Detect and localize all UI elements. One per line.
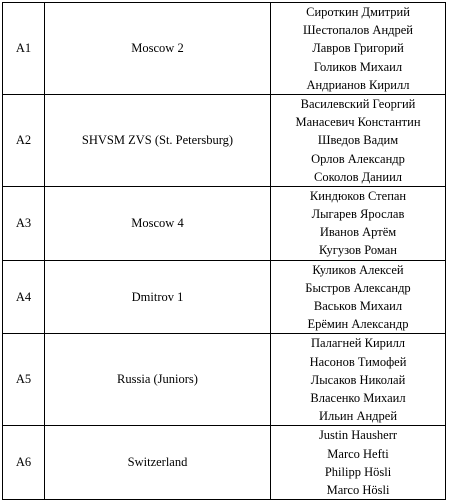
player-name: Власенко Михаил xyxy=(310,390,406,405)
player-name: Marco Hösli xyxy=(326,482,390,497)
group-code: A1 xyxy=(3,3,45,95)
player-name: Палагней Кирилл xyxy=(310,336,406,351)
table-row xyxy=(3,94,446,186)
player-list xyxy=(271,334,446,426)
roster-body xyxy=(3,3,446,500)
player-name: Куликов Алексей xyxy=(312,262,404,277)
player-name: Быстров Александр xyxy=(305,280,411,295)
player-name: Киндюков Степан xyxy=(309,188,407,203)
group-code: A6 xyxy=(3,426,45,500)
player-name: Иванов Артём xyxy=(319,225,397,240)
player-name: Орлов Александр xyxy=(311,151,405,166)
player-list xyxy=(271,3,446,95)
team-name: Russia (Juniors) xyxy=(45,334,271,426)
player-list xyxy=(271,186,446,260)
team-roster-table xyxy=(2,2,446,500)
player-name: Лыгарев Ярослав xyxy=(311,207,405,222)
group-code: A4 xyxy=(3,260,45,334)
player-name: Marco Hefti xyxy=(327,446,389,461)
player-name: Justin Hausherr xyxy=(318,428,398,443)
player-name: Василевский Георгий xyxy=(300,96,416,111)
player-name: Philipp Hösli xyxy=(324,464,392,479)
player-name: Андрианов Кирилл xyxy=(306,77,410,92)
team-name: SHVSM ZVS (St. Petersburg) xyxy=(45,94,271,186)
player-name: Соколов Даниил xyxy=(313,169,402,184)
player-name: Манасевич Константин xyxy=(295,115,421,130)
player-name: Лавров Григорий xyxy=(312,41,404,56)
player-name: Ильин Андрей xyxy=(318,409,398,424)
table-row xyxy=(3,186,446,260)
player-name: Ерёмин Александр xyxy=(307,317,409,332)
player-name: Насонов Тимофей xyxy=(309,354,407,369)
player-name: Шестопалов Андрей xyxy=(303,23,413,38)
team-name: Moscow 4 xyxy=(45,186,271,260)
player-list xyxy=(271,426,446,500)
player-name: Кугузов Роман xyxy=(319,243,397,258)
table-row xyxy=(3,260,446,334)
player-name: Сироткин Дмитрий xyxy=(306,5,410,19)
group-code: A5 xyxy=(3,334,45,426)
player-list xyxy=(271,94,446,186)
team-name: Dmitrov 1 xyxy=(45,260,271,334)
table-row xyxy=(3,334,446,426)
player-name: Лысаков Николай xyxy=(310,372,406,387)
table-row xyxy=(3,426,446,500)
player-name: Голиков Михаил xyxy=(313,59,403,74)
player-name: Шведов Вадим xyxy=(317,133,399,148)
table-row xyxy=(3,3,446,95)
team-name: Moscow 2 xyxy=(45,3,271,95)
team-name: Switzerland xyxy=(45,426,271,500)
player-list xyxy=(271,260,446,334)
group-code: A3 xyxy=(3,186,45,260)
group-code: A2 xyxy=(3,94,45,186)
player-name: Васьков Михаил xyxy=(313,299,403,313)
